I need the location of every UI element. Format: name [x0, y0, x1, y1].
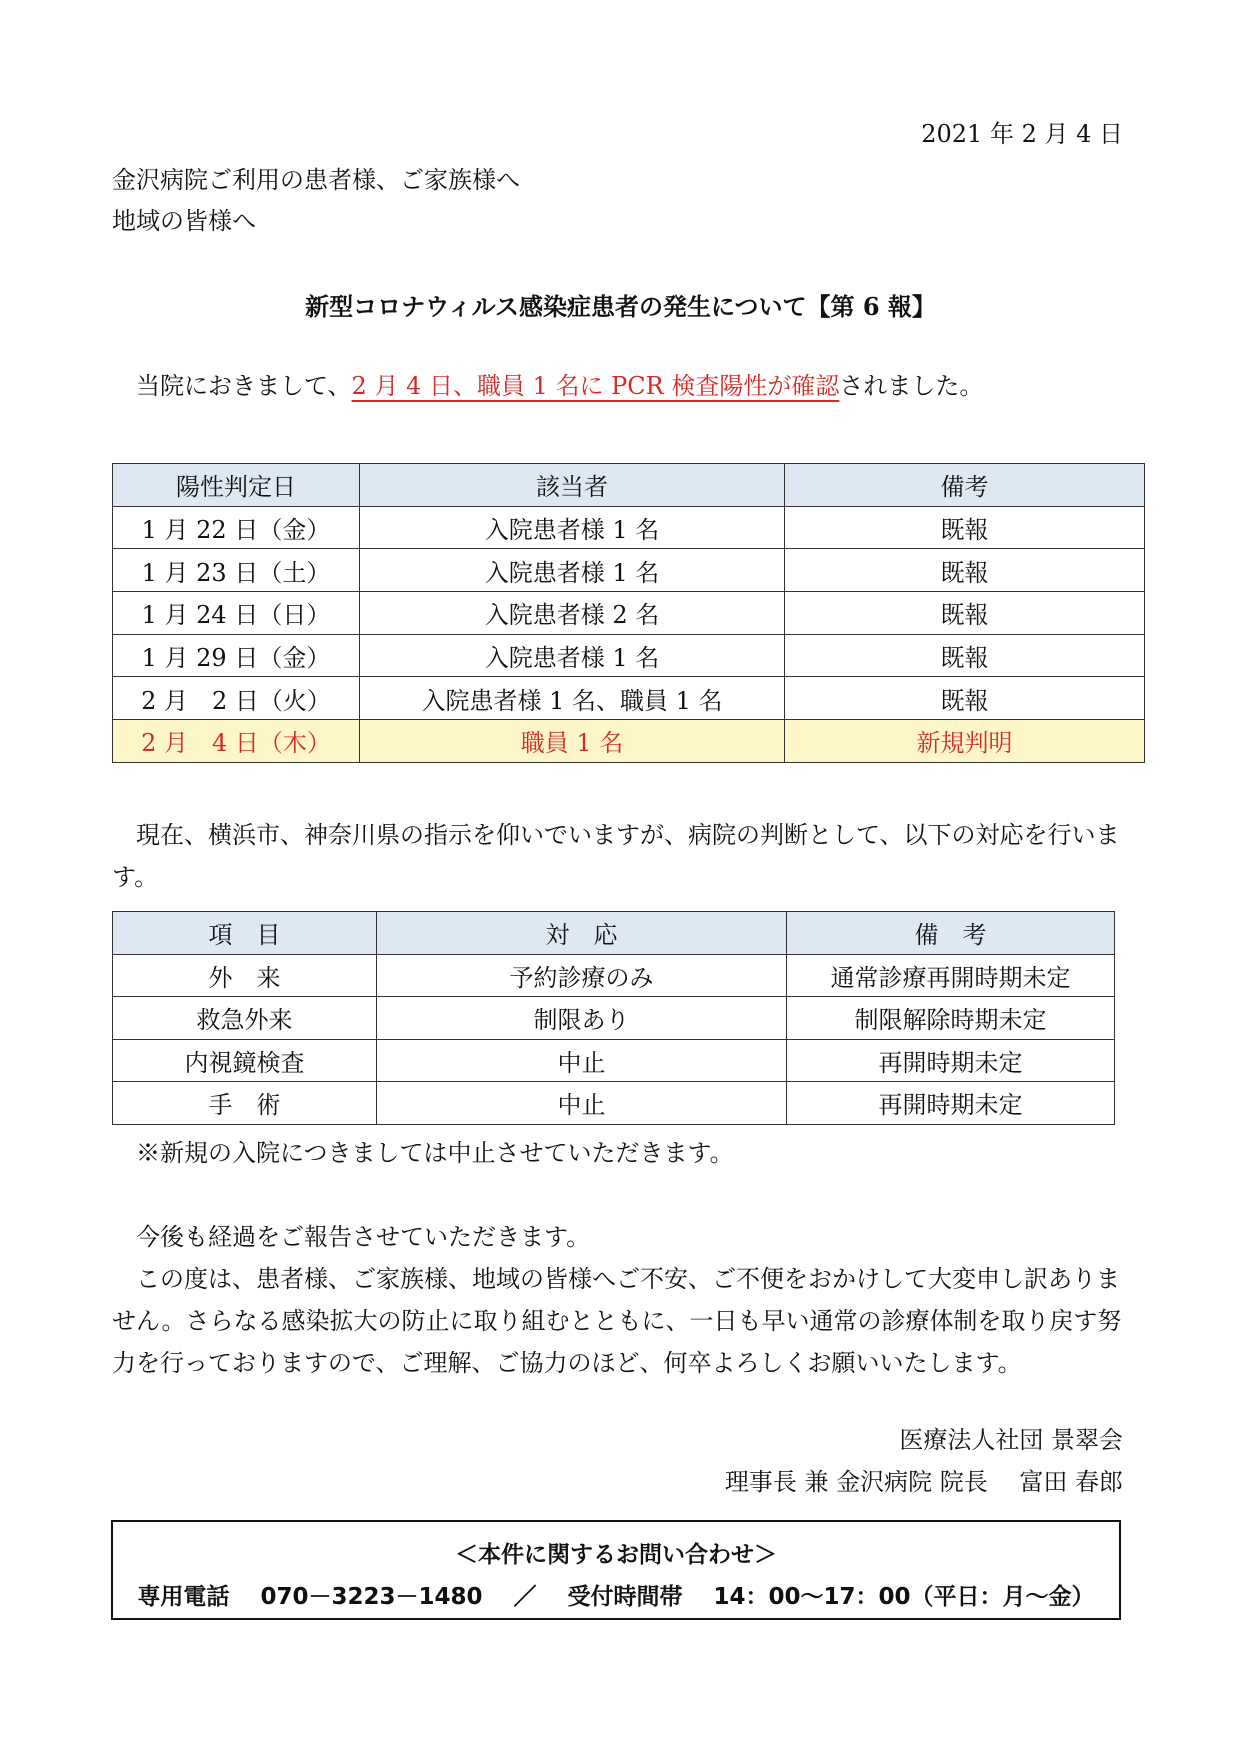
- intro-statement: [136, 366, 983, 401]
- cases-table-header: [113, 464, 1145, 507]
- addressee-patients: 金沢病院ご利用の患者様、ご家族様へ: [112, 166, 520, 194]
- table-row: [113, 634, 1145, 677]
- header-affected: 該当者: [360, 464, 785, 507]
- notice-title: 新型コロナウィルス感染症患者の発生について【第 6 報】: [305, 292, 936, 321]
- response-table: [112, 911, 1115, 1125]
- header-remarks: 備考: [785, 464, 1145, 507]
- cell-remarks: 再開時期未定: [787, 1082, 1115, 1125]
- closing-line-1: 今後も経過をご報告させていただきます。: [136, 1223, 591, 1251]
- cell-date: 1 月 23 日（土）: [113, 549, 360, 592]
- contact-details: [113, 1578, 1119, 1611]
- response-paragraph: 現在、横浜市、神奈川県の指示を仰いでいますが、病院の判断として、以下の対応を行います。: [112, 821, 1120, 891]
- cell-affected: 入院患者様 1 名、職員 1 名: [360, 677, 785, 720]
- cell-affected: 職員 1 名: [360, 720, 785, 763]
- header-action: 対 応: [377, 912, 787, 955]
- cell-item: 外 来: [113, 954, 377, 997]
- phone-label: 専用電話: [137, 1584, 230, 1610]
- cell-item: 手 術: [113, 1082, 377, 1125]
- header-remarks: 備 考: [787, 912, 1115, 955]
- phone-number[interactable]: 070－3223－1480: [260, 1584, 483, 1610]
- intro-highlight: 2 月 4 日、職員 1 名に PCR 検査陽性が確認: [351, 372, 840, 400]
- cell-date: 2 月 4 日（木）: [113, 720, 360, 763]
- cell-action: 中止: [377, 1082, 787, 1125]
- cell-remarks: 再開時期未定: [787, 1039, 1115, 1082]
- cell-item: 内視鏡検査: [113, 1039, 377, 1082]
- table-row: [113, 592, 1145, 635]
- contact-separator: ／: [513, 1584, 537, 1610]
- cell-remarks: 既報: [785, 506, 1145, 549]
- contact-box: [111, 1520, 1121, 1620]
- cell-action: 予約診療のみ: [377, 954, 787, 997]
- addressee-community: 地域の皆様へ: [112, 207, 256, 235]
- cell-date: 2 月 2 日（火）: [113, 677, 360, 720]
- intro-suffix: されました。: [839, 372, 984, 400]
- table-row: [113, 954, 1115, 997]
- organization-name: 医療法人社団 景翠会: [899, 1426, 1123, 1454]
- table-row: [113, 506, 1145, 549]
- admission-note: ※新規の入院につきましては中止させていただきます。: [136, 1139, 734, 1167]
- table-row: [113, 997, 1115, 1040]
- cell-affected: 入院患者様 1 名: [360, 549, 785, 592]
- cell-item: 救急外来: [113, 997, 377, 1040]
- hours-label: 受付時間帯: [567, 1584, 683, 1610]
- cell-remarks: 既報: [785, 549, 1145, 592]
- cell-date: 1 月 24 日（日）: [113, 592, 360, 635]
- document-date: 2021 年 2 月 4 日: [921, 120, 1123, 148]
- table-row: [113, 677, 1145, 720]
- cell-action: 制限あり: [377, 997, 787, 1040]
- header-item: 項 目: [113, 912, 377, 955]
- reception-hours: 14：00～17：00（平日：月～金）: [713, 1584, 1095, 1610]
- cell-remarks: 新規判明: [785, 720, 1145, 763]
- closing-text: [112, 1216, 1132, 1384]
- cell-date: 1 月 29 日（金）: [113, 634, 360, 677]
- table-row-new-case: [113, 720, 1145, 763]
- cell-remarks: 既報: [785, 592, 1145, 635]
- cell-remarks: 制限解除時期未定: [787, 997, 1115, 1040]
- cell-affected: 入院患者様 1 名: [360, 506, 785, 549]
- cell-remarks: 既報: [785, 634, 1145, 677]
- intro-prefix: 当院におきまして、: [136, 372, 352, 400]
- cell-date: 1 月 22 日（金）: [113, 506, 360, 549]
- signatory: 理事長 兼 金沢病院 院長 富田 春郎: [724, 1468, 1123, 1496]
- response-table-header: [113, 912, 1115, 955]
- cell-remarks: 通常診療再開時期未定: [787, 954, 1115, 997]
- header-positive-date: 陽性判定日: [113, 464, 360, 507]
- contact-heading: ＜本件に関するお問い合わせ＞: [455, 1542, 777, 1568]
- cell-action: 中止: [377, 1039, 787, 1082]
- table-row: [113, 1039, 1115, 1082]
- table-row: [113, 549, 1145, 592]
- cases-table: [112, 463, 1145, 763]
- cell-affected: 入院患者様 2 名: [360, 592, 785, 635]
- closing-line-2: この度は、患者様、ご家族様、地域の皆様へご不安、ご不便をおかけして大変申し訳ありません。さらなる感染拡大の防止に取り組むとともに、一日も早い通常の診療体制を取り戻す努力を行っておりますので、ご理解、ご協力のほど、何卒よろしくお願いいたします。: [112, 1265, 1122, 1377]
- table-row: [113, 1082, 1115, 1125]
- cell-remarks: 既報: [785, 677, 1145, 720]
- cell-affected: 入院患者様 1 名: [360, 634, 785, 677]
